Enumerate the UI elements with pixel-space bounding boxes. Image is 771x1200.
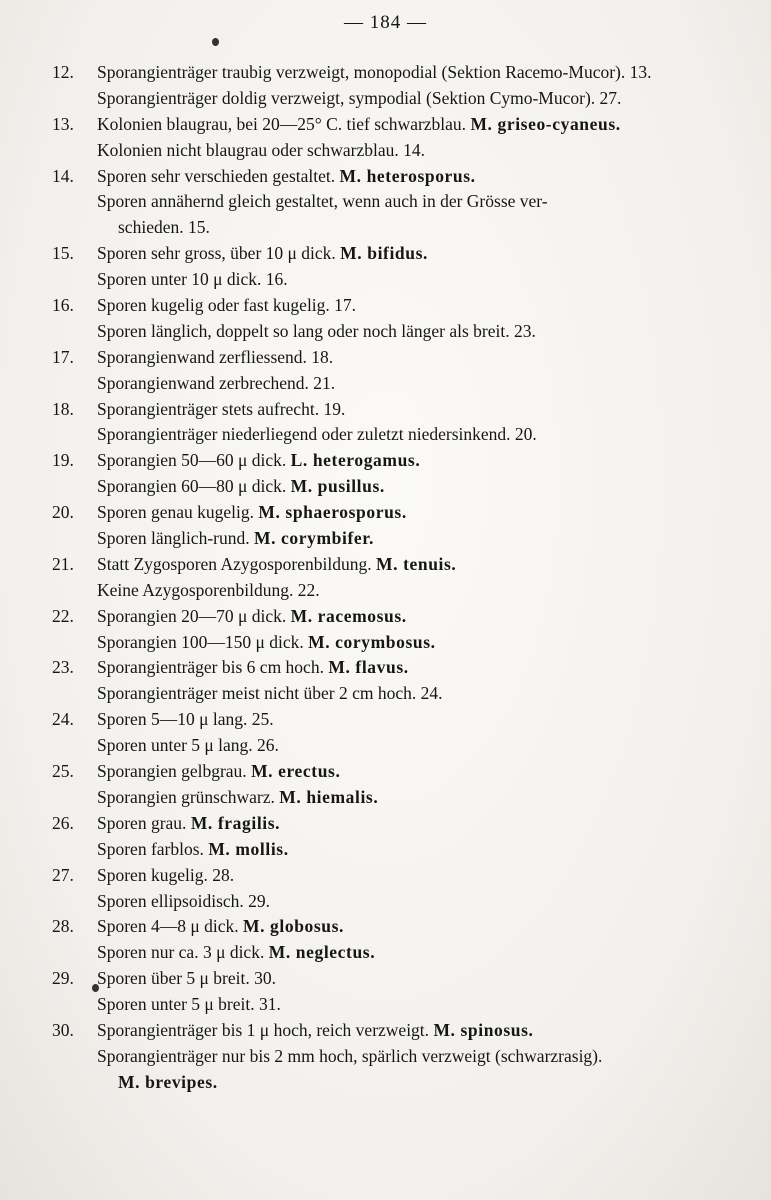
couplet-number: 16. bbox=[52, 295, 74, 316]
couplet-number: 15. bbox=[52, 243, 74, 264]
key-line bbox=[52, 526, 742, 552]
couplet-number: 24. bbox=[52, 709, 74, 730]
key-line bbox=[52, 474, 742, 500]
key-statement: Kolonien blaugrau, bei 20—25° C. tief schwarzblau. bbox=[97, 113, 467, 134]
key-line bbox=[52, 759, 742, 785]
species-name: M. brevipes. bbox=[118, 1071, 218, 1092]
key-line bbox=[52, 681, 742, 707]
key-statement: Sporen farblos. bbox=[97, 838, 204, 859]
species-name: M. racemosus. bbox=[290, 605, 407, 626]
key-line bbox=[52, 1044, 742, 1070]
key-text bbox=[97, 422, 537, 448]
key-text bbox=[97, 630, 436, 656]
key-statement: Sporangienträger bis 6 cm hoch. bbox=[97, 657, 324, 678]
key-line bbox=[52, 811, 742, 837]
couplet-number: 21. bbox=[52, 553, 74, 574]
key-line bbox=[52, 371, 742, 397]
species-name: L. heterogamus. bbox=[290, 450, 421, 471]
key-line bbox=[52, 630, 742, 656]
couplet-number: 30. bbox=[52, 1019, 74, 1040]
key-line bbox=[52, 863, 742, 889]
key-statement: Sporen kugelig. 28. bbox=[97, 864, 235, 885]
key-line bbox=[52, 578, 742, 604]
key-statement: Sporangien 20—70 μ dick. bbox=[97, 605, 287, 626]
key-line bbox=[52, 60, 742, 86]
species-name: M. erectus. bbox=[251, 761, 341, 782]
key-line bbox=[52, 189, 742, 215]
key-statement: Sporen unter 5 μ breit. 31. bbox=[97, 994, 281, 1015]
key-text bbox=[97, 940, 375, 966]
key-line bbox=[52, 940, 742, 966]
key-text bbox=[97, 164, 476, 190]
key-text bbox=[97, 914, 344, 940]
key-statement: Keine Azygosporenbildung. 22. bbox=[97, 579, 320, 600]
key-text bbox=[97, 837, 289, 863]
couplet-number: 20. bbox=[52, 502, 74, 523]
key-text bbox=[97, 500, 407, 526]
key-text bbox=[97, 474, 385, 500]
key-text bbox=[97, 86, 621, 112]
couplet-number: 25. bbox=[52, 761, 74, 782]
identification-key bbox=[52, 60, 742, 1096]
key-statement: Sporen annähernd gleich gestaltet, wenn auch in der Grösse ver- bbox=[97, 191, 548, 212]
key-line bbox=[52, 345, 742, 371]
key-text bbox=[97, 1044, 602, 1070]
key-line bbox=[52, 1070, 742, 1096]
key-line bbox=[52, 319, 742, 345]
species-name: M. pusillus. bbox=[290, 476, 385, 497]
key-text bbox=[118, 215, 210, 241]
key-text bbox=[97, 345, 333, 371]
key-text bbox=[97, 863, 234, 889]
key-line bbox=[52, 267, 742, 293]
couplet-number: 18. bbox=[52, 398, 74, 419]
species-name: M. corymbosus. bbox=[308, 631, 436, 652]
species-name: M. bifidus. bbox=[340, 243, 428, 264]
key-statement: Sporen grau. bbox=[97, 812, 187, 833]
key-line bbox=[52, 112, 742, 138]
couplet-number: 13. bbox=[52, 113, 74, 134]
key-statement: Sporangienträger stets aufrecht. 19. bbox=[97, 398, 346, 419]
key-text bbox=[97, 966, 276, 992]
key-text bbox=[97, 889, 270, 915]
key-statement: Sporen unter 10 μ dick. 16. bbox=[97, 269, 288, 290]
key-statement: Sporen genau kugelig. bbox=[97, 502, 254, 523]
key-line bbox=[52, 707, 742, 733]
species-name: M. fragilis. bbox=[190, 812, 281, 833]
key-text bbox=[97, 267, 288, 293]
key-line bbox=[52, 397, 742, 423]
key-statement: Sporangienträger doldig verzweigt, sympodial (Sektion Cymo-Mucor). 27. bbox=[97, 87, 622, 108]
key-statement: Statt Zygosporen Azygosporenbildung. bbox=[97, 553, 372, 574]
page-number: — 184 — bbox=[344, 12, 427, 33]
couplet-number: 22. bbox=[52, 605, 74, 626]
ink-speck bbox=[212, 38, 219, 46]
key-line bbox=[52, 215, 742, 241]
key-text bbox=[97, 785, 378, 811]
couplet-number: 19. bbox=[52, 450, 74, 471]
key-statement: Sporangienwand zerfliessend. 18. bbox=[97, 346, 334, 367]
key-text bbox=[97, 707, 274, 733]
key-statement: Sporen über 5 μ breit. 30. bbox=[97, 968, 276, 989]
couplet-number: 29. bbox=[52, 968, 74, 989]
key-text bbox=[97, 604, 407, 630]
species-name: M. globosus. bbox=[242, 916, 345, 937]
key-line bbox=[52, 837, 742, 863]
couplet-number: 17. bbox=[52, 346, 74, 367]
key-text bbox=[118, 1070, 218, 1096]
species-name: M. heterosporus. bbox=[339, 165, 476, 186]
key-text bbox=[97, 811, 280, 837]
couplet-number: 28. bbox=[52, 916, 74, 937]
key-statement: Sporangienträger nur bis 2 mm hoch, spärlich verzweigt (schwarzrasig). bbox=[97, 1045, 603, 1066]
key-statement: Sporangienträger niederliegend oder zuletzt niedersinkend. 20. bbox=[97, 424, 537, 445]
key-line bbox=[52, 1018, 742, 1044]
key-statement: Sporangienträger meist nicht über 2 cm hoch. 24. bbox=[97, 683, 443, 704]
key-statement: Sporen länglich, doppelt so lang oder noch länger als breit. 23. bbox=[97, 320, 536, 341]
key-text bbox=[97, 552, 456, 578]
key-text bbox=[97, 189, 548, 215]
key-statement: Sporangien 100—150 μ dick. bbox=[97, 631, 304, 652]
key-statement: Sporen ellipsoidisch. 29. bbox=[97, 890, 271, 911]
key-line bbox=[52, 500, 742, 526]
key-statement: Sporen 5—10 μ lang. 25. bbox=[97, 709, 274, 730]
key-statement: schieden. 15. bbox=[118, 217, 210, 238]
key-text bbox=[97, 733, 279, 759]
species-name: M. sphaerosporus. bbox=[258, 502, 407, 523]
couplet-number: 26. bbox=[52, 812, 74, 833]
key-text bbox=[97, 371, 335, 397]
key-statement: Sporen nur ca. 3 μ dick. bbox=[97, 942, 265, 963]
key-statement: Sporangienträger bis 1 μ hoch, reich verzweigt. bbox=[97, 1019, 430, 1040]
key-statement: Sporangien 50—60 μ dick. bbox=[97, 450, 287, 471]
key-line bbox=[52, 422, 742, 448]
species-name: M. hiemalis. bbox=[279, 786, 379, 807]
key-line bbox=[52, 966, 742, 992]
species-name: M. corymbifer. bbox=[253, 528, 374, 549]
key-line bbox=[52, 86, 742, 112]
species-name: M. flavus. bbox=[328, 657, 409, 678]
key-line bbox=[52, 785, 742, 811]
key-text bbox=[97, 241, 428, 267]
couplet-number: 23. bbox=[52, 657, 74, 678]
key-line bbox=[52, 552, 742, 578]
key-statement: Sporen kugelig oder fast kugelig. 17. bbox=[97, 295, 357, 316]
species-name: M. spinosus. bbox=[433, 1019, 534, 1040]
species-name: M. neglectus. bbox=[268, 942, 376, 963]
key-text bbox=[97, 1018, 534, 1044]
key-line bbox=[52, 164, 742, 190]
key-text bbox=[97, 578, 320, 604]
key-text bbox=[97, 138, 425, 164]
key-line bbox=[52, 889, 742, 915]
key-line bbox=[52, 138, 742, 164]
couplet-number: 14. bbox=[52, 165, 74, 186]
key-text bbox=[97, 992, 281, 1018]
key-text bbox=[97, 759, 340, 785]
key-text bbox=[97, 526, 374, 552]
key-text bbox=[97, 319, 536, 345]
key-statement: Sporangienwand zerbrechend. 21. bbox=[97, 372, 336, 393]
key-line bbox=[52, 604, 742, 630]
key-statement: Kolonien nicht blaugrau oder schwarzblau. 14. bbox=[97, 139, 426, 160]
key-statement: Sporangien grünschwarz. bbox=[97, 786, 275, 807]
key-text bbox=[97, 655, 409, 681]
key-text bbox=[97, 681, 443, 707]
key-text bbox=[97, 448, 420, 474]
key-line bbox=[52, 293, 742, 319]
key-statement: Sporangien gelbgrau. bbox=[97, 761, 247, 782]
key-line bbox=[52, 655, 742, 681]
key-line bbox=[52, 914, 742, 940]
couplet-number: 27. bbox=[52, 864, 74, 885]
couplet-number: 12. bbox=[52, 62, 74, 82]
key-text bbox=[97, 397, 345, 423]
key-line bbox=[52, 448, 742, 474]
key-statement: Sporen sehr verschieden gestaltet. bbox=[97, 165, 336, 186]
key-statement: Sporen 4—8 μ dick. bbox=[97, 916, 239, 937]
key-statement: Sporen unter 5 μ lang. 26. bbox=[97, 735, 279, 756]
key-text bbox=[97, 60, 652, 86]
species-name: M. griseo-cyaneus. bbox=[470, 113, 621, 134]
species-name: M. tenuis. bbox=[376, 553, 457, 574]
key-line bbox=[52, 241, 742, 267]
key-text bbox=[97, 293, 356, 319]
key-text bbox=[97, 112, 621, 138]
key-statement: Sporangien 60—80 μ dick. bbox=[97, 476, 287, 497]
species-name: M. mollis. bbox=[208, 838, 289, 859]
key-line bbox=[52, 733, 742, 759]
key-line bbox=[52, 992, 742, 1018]
key-statement: Sporen sehr gross, über 10 μ dick. bbox=[97, 243, 336, 264]
key-statement: Sporangienträger traubig verzweigt, monopodial (Sektion Racemo-Mucor). 13. bbox=[97, 62, 652, 82]
key-statement: Sporen länglich-rund. bbox=[97, 528, 250, 549]
